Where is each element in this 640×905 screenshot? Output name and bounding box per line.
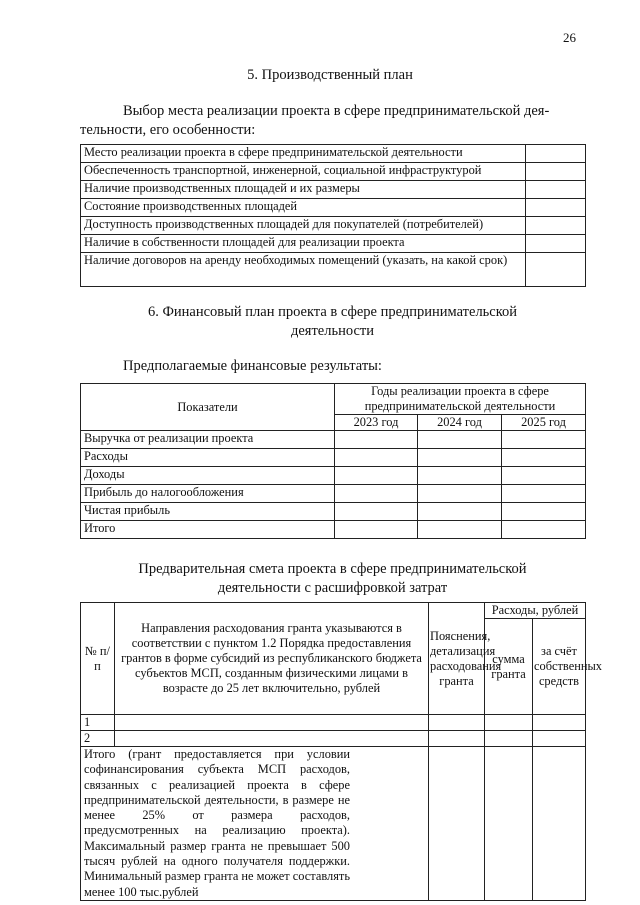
year-header: 2024 год	[418, 415, 502, 431]
row-label: Чистая прибыль	[81, 503, 335, 521]
row-label: Наличие договоров на аренду необходимых помещений (указать, на какой срок)	[81, 253, 526, 287]
table-row	[81, 431, 586, 449]
row-label: Доступность производственных площадей для покупателей (потребителей)	[81, 217, 526, 235]
value-cell	[526, 145, 586, 163]
table-row	[81, 731, 586, 747]
table-row	[81, 503, 586, 521]
total-row	[81, 747, 586, 901]
year-header: 2025 год	[502, 415, 586, 431]
year-header: 2023 год	[335, 415, 418, 431]
page-number: 26	[563, 30, 576, 45]
value-cell	[526, 235, 586, 253]
value-cell	[526, 181, 586, 199]
row-label: Доходы	[81, 467, 335, 485]
expenses-header: Расходы, рублей	[485, 603, 586, 619]
value-cell	[526, 163, 586, 181]
total-label: Итого (грант предоставляется при условии софинансирования субъекта МСП расходов, связанных с реализацией проекта в сфере предпринимательской деятельности, в размере не менее 25% от размера расходов, предусмотренных на реализацию проекта). Максимальный размер гранта не превышает 500 тысяч рублей на одного получателя поддержки. Минимальный размер гранта не может составлять менее 100 тыс.рублей	[81, 747, 429, 901]
table-row	[81, 181, 586, 199]
value-cell	[526, 199, 586, 217]
table-row	[81, 253, 586, 287]
financial-results-table	[80, 383, 586, 539]
row-label: Место реализации проекта в сфере предпринимательской деятельности	[81, 145, 526, 163]
years-header: Годы реализации проекта в сфере предпринимательской деятельности	[335, 384, 586, 415]
number-header: № п/п	[81, 603, 115, 715]
row-label: Обеспеченность транспортной, инженерной, социальной инфраструктурой	[81, 163, 526, 181]
row-label: Выручка от реализации проекта	[81, 431, 335, 449]
row-label: Расходы	[81, 449, 335, 467]
section-5-intro-line1: Выбор места реализации проекта в сфере предпринимательской дея-	[123, 103, 550, 119]
cost-estimate-table	[80, 602, 602, 901]
table-row	[81, 235, 586, 253]
indicators-header: Показатели	[81, 384, 335, 431]
section-5-intro-line2: тельности, его особенности:	[80, 122, 256, 138]
section-6-subtitle: Предполагаемые финансовые результаты:	[123, 358, 382, 374]
row-label: Наличие производственных площадей и их размеры	[81, 181, 526, 199]
row-label: Прибыль до налогообложения	[81, 485, 335, 503]
value-cell	[526, 253, 586, 287]
row-label: Состояние производственных площадей	[81, 199, 526, 217]
section-6-title-line1: 6. Финансовый план проекта в сфере предпринимательской	[147, 304, 518, 320]
section-5-title: 5. Производственный план	[247, 67, 413, 83]
table-row	[81, 485, 586, 503]
table-row	[81, 217, 586, 235]
value-cell	[526, 217, 586, 235]
table-row	[81, 163, 586, 181]
table-row	[81, 145, 586, 163]
table-row	[81, 199, 586, 217]
section-6-title-line2: деятельности	[290, 323, 374, 339]
estimate-title-line1: Предварительная смета проекта в сфере предпринимательской	[138, 561, 527, 577]
table-row	[81, 467, 586, 485]
table-row	[81, 521, 586, 539]
grant-sum-header: сумма гранта	[485, 619, 533, 715]
own-funds-header: за счёт собственных средств	[533, 619, 586, 715]
row-label: Итого	[81, 521, 335, 539]
row-label: Наличие в собственности площадей для реализации проекта	[81, 235, 526, 253]
row-number: 2	[81, 731, 115, 747]
production-plan-table	[80, 144, 586, 287]
row-number: 1	[81, 715, 115, 731]
table-row	[81, 715, 586, 731]
table-row	[81, 449, 586, 467]
direction-header: Направления расходования гранта указываются в соответствии с пунктом 1.2 Порядка предоставления грантов в форме субсидий из республиканского бюджета субъектов МСП, созданным физическими лицами в возрасте до 25 лет включительно, рублей	[115, 603, 429, 715]
estimate-title-line2: деятельности с расшифровкой затрат	[217, 580, 448, 596]
explanation-header: Пояснения, детализация расходования гранта	[429, 603, 485, 715]
